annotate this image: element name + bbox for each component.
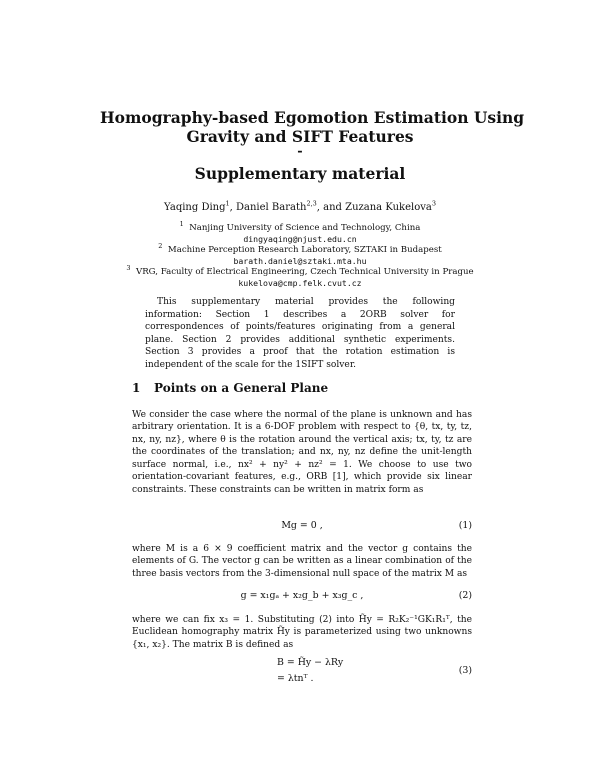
equation-1-body: Mg = 0 , xyxy=(281,520,323,531)
affiliation-1-email[interactable]: dingyaqing@njust.edu.cn xyxy=(243,234,357,245)
equation-2-body: g = x₁gₐ + x₂g_b + x₃g_c , xyxy=(240,590,364,601)
author-sep-1: , Daniel Barath xyxy=(229,202,307,213)
author-2-sup: 2,3 xyxy=(306,199,317,208)
title-line-3: - xyxy=(297,144,303,159)
author-1: Yaqing Ding xyxy=(164,202,226,213)
affiliation-3-sup: 3 xyxy=(126,264,131,273)
paragraph-3: where we can fix x₃ = 1. Substituting (2) into H̃y = R₂K₂⁻¹GK₁R₁ᵀ, the Euclidean homography matrix H̃y is parameterized using two unknowns {x₁, x₂}. The matrix B is defined as xyxy=(132,615,472,650)
equation-3-label: (3) xyxy=(458,665,472,676)
equation-2 xyxy=(132,590,472,606)
affiliation-3 xyxy=(80,264,520,289)
equation-1-label: (1) xyxy=(458,520,472,531)
abstract: This supplementary material provides the following information: Section 1 describes a 2ORB solver for correspondences of points/features originating from a general plane. Section 2 provides additional synthetic experiments. Section 3 provides a proof that the rotation estimation is independent of the scale for the 1SIFT solver. xyxy=(145,297,455,370)
equation-3 xyxy=(132,657,472,689)
equation-1 xyxy=(132,520,472,536)
section-1-heading xyxy=(132,381,328,395)
author-list xyxy=(100,199,500,213)
affiliation-3-name: VRG, Faculty of Electrical Engineering, Czech Technical University in Prague xyxy=(136,267,474,277)
author-1-sup: 1 xyxy=(225,199,230,208)
title-line-4: Supplementary material xyxy=(194,164,406,183)
affiliation-3-email[interactable]: kukelova@cmp.felk.cvut.cz xyxy=(238,278,362,289)
affiliation-1-name: Nanjing University of Science and Technology, China xyxy=(189,223,421,233)
equation-3-line-1: B = H̃y − λRy xyxy=(277,657,344,668)
section-1-number: 1 xyxy=(132,381,141,395)
equation-2-label: (2) xyxy=(458,590,472,601)
title-line-2: Gravity and SIFT Features xyxy=(186,127,414,146)
section-1-title: Points on a General Plane xyxy=(154,381,329,395)
affiliation-2-email[interactable]: barath.daniel@sztaki.mta.hu xyxy=(233,256,367,267)
paper-title xyxy=(100,108,525,183)
paragraph-2: where M is a 6 × 9 coefficient matrix and the vector g contains the elements of G. The vector g can be written as a linear combination of the three basis vectors from the 3-dimensional null space of the matrix M as xyxy=(132,544,472,579)
affiliation-2-sup: 2 xyxy=(158,242,163,251)
affiliation-1 xyxy=(80,220,520,245)
paragraph-1: We consider the case where the normal of the plane is unknown and has arbitrary orientation. It is a 6-DOF problem with respect to {θ, tx, ty, tz, nx, ny, nz}, where θ is the rotation around the vertical axis; tx, ty, tz are the coordinates of the translation; and nx, ny, nz define the unit-length surface normal, i.e., nx² + ny² + nz² = 1. We choose to use two orientation-covariant features, e.g., ORB [1], which provide six linear constraints. These constraints can be written in matrix form as xyxy=(132,410,472,495)
affiliation-2 xyxy=(80,242,520,267)
author-3-sup: 3 xyxy=(431,199,436,208)
title-line-1: Homography-based Egomotion Estimation Using xyxy=(100,108,525,127)
affiliation-1-sup: 1 xyxy=(179,220,184,229)
author-sep-2: , and Zuzana Kukelova xyxy=(316,202,432,213)
equation-3-line-2: = λtnᵀ . xyxy=(277,673,314,684)
affiliation-2-name: Machine Perception Research Laboratory, SZTAKI in Budapest xyxy=(167,245,442,255)
